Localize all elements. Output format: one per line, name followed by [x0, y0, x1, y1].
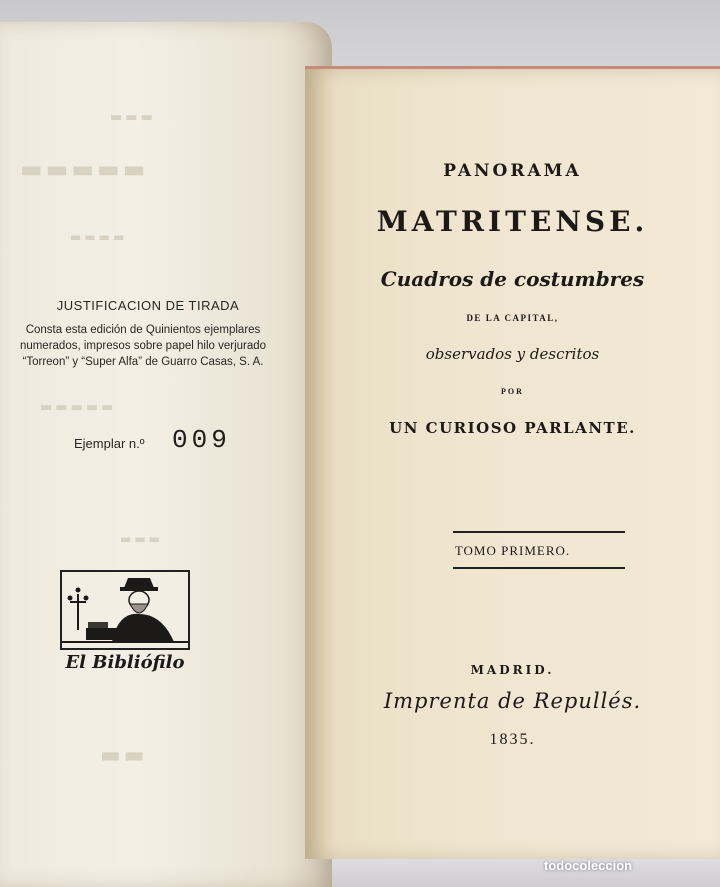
justification-body: Consta esta edición de Quinientos ejemplares numerados, impresos sobre papel hilo verjurado “Torreon” y “Super Alfa” de Guarro Casas, S. A. — [19, 324, 267, 368]
rule-bottom — [453, 567, 625, 569]
imprint-printer: Imprenta de Repullés. — [383, 689, 642, 713]
subtitle-cuadros: Cuadros de costumbres — [380, 267, 645, 291]
show-through-text: ▬▬▬▬▬ — [40, 400, 117, 415]
show-through-text: ▬▬▬ — [110, 110, 156, 125]
left-page — [0, 22, 332, 887]
show-through-text: ▬▬▬ — [120, 532, 164, 546]
show-through-text: ▬▬▬▬ — [70, 230, 128, 244]
subtitle-capital: DE LA CAPITAL, — [466, 313, 559, 323]
title-line-panorama: PANORAMA — [443, 161, 582, 181]
imprint-city: MADRID. — [470, 663, 555, 677]
byline-por: POR — [501, 387, 524, 396]
copy-label: Ejemplar n.º — [74, 436, 145, 451]
imprint-year: 1835. — [489, 731, 536, 748]
publisher-mark: El Bibliófilo — [65, 652, 185, 673]
title-line-matritense: MATRITENSE. — [376, 205, 649, 238]
rule-top — [453, 531, 625, 533]
show-through-text: ▬▬▬▬▬ — [20, 154, 149, 183]
watermark: todocoleccion — [544, 858, 633, 873]
copy-number: 009 — [172, 425, 231, 455]
publisher-emblem — [60, 570, 190, 650]
justification-title: JUSTIFICACION DE TIRADA — [56, 298, 240, 313]
author-name: UN CURIOSO PARLANTE. — [389, 419, 636, 437]
show-through-text: ▬▬ — [100, 742, 148, 768]
volume-label: TOMO PRIMERO. — [454, 543, 571, 558]
subtitle-observados: observados y descritos — [425, 345, 600, 363]
bookseller-engraving-icon — [62, 572, 188, 648]
title-page — [305, 66, 720, 859]
